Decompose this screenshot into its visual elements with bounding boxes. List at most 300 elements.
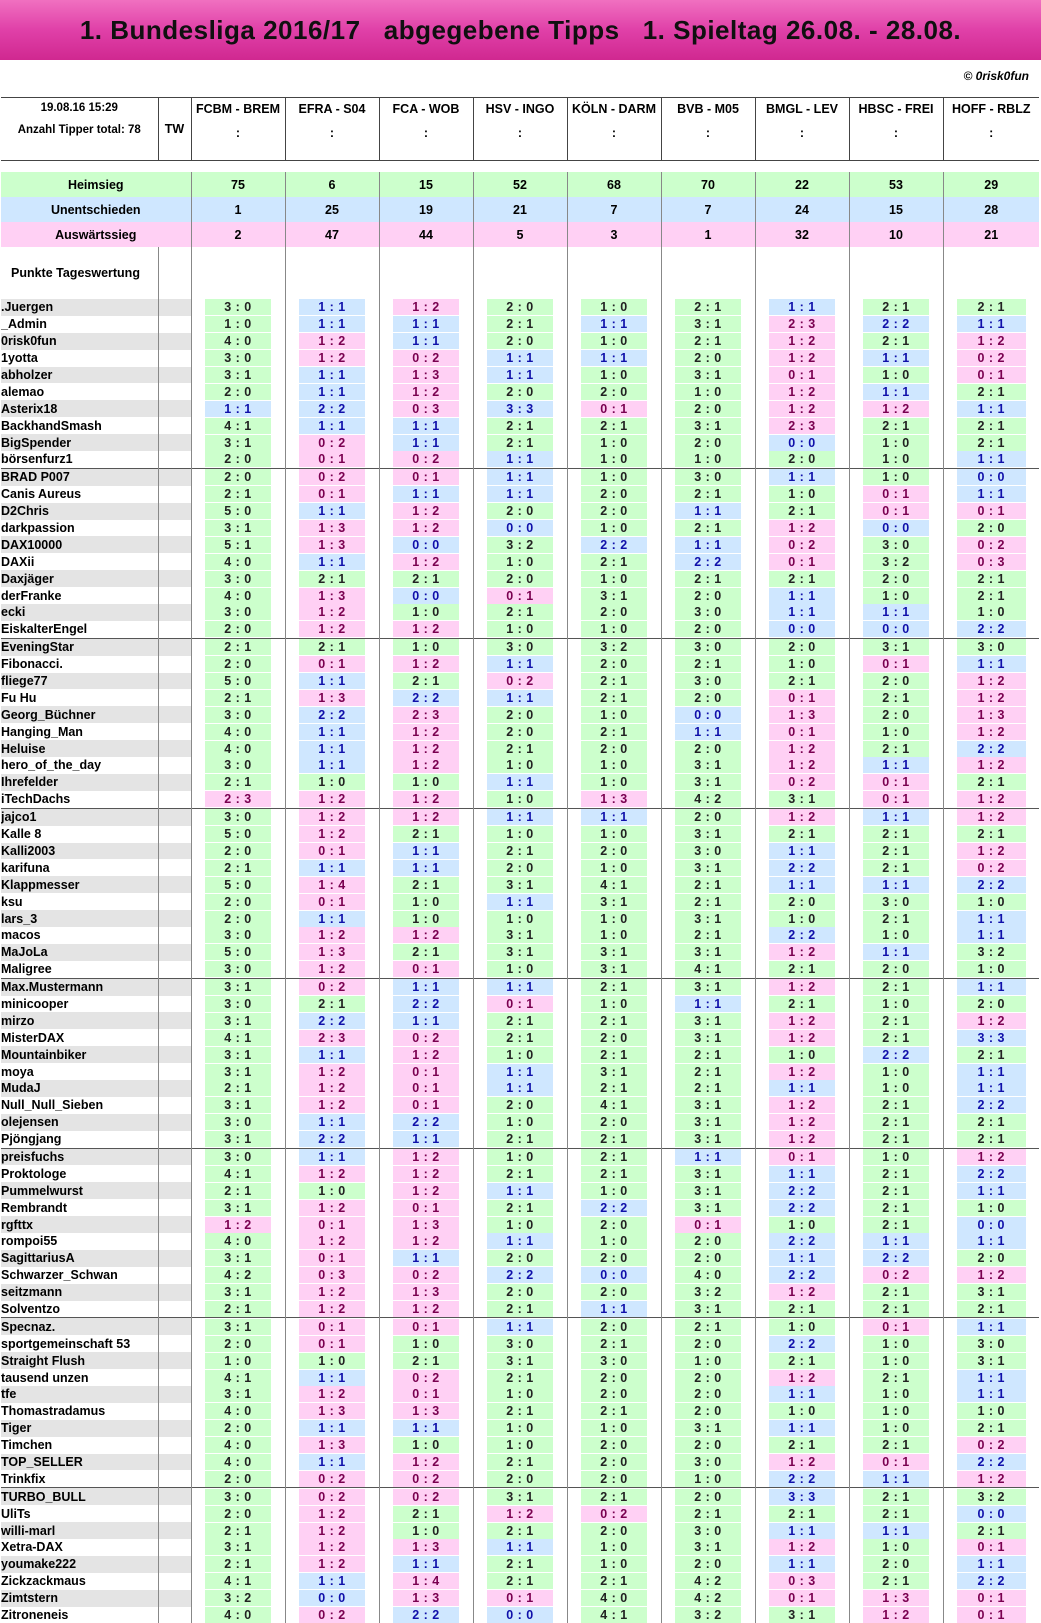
- tip-cell: [379, 299, 473, 316]
- tip-value: 0 : 1: [769, 724, 836, 740]
- tip-cell: [755, 910, 849, 927]
- tip-cell: [191, 791, 285, 808]
- tip-value: 1 : 2: [299, 350, 366, 366]
- tip-value: 2 : 1: [863, 1097, 930, 1113]
- tip-cell: [379, 1607, 473, 1623]
- player-name: Kalli2003: [1, 843, 158, 860]
- tw-cell: [158, 978, 191, 995]
- match-result-placeholder: :: [611, 126, 617, 140]
- match-label: BVB - M05: [677, 102, 739, 116]
- tip-value: 1 : 0: [581, 996, 648, 1012]
- tw-cell: [158, 1012, 191, 1029]
- tip-value: 1 : 2: [299, 333, 366, 349]
- tw-cell: [158, 1522, 191, 1539]
- tw-cell: [158, 486, 191, 503]
- tip-value: 1 : 1: [487, 656, 554, 672]
- player-name: tausend unzen: [1, 1370, 89, 1385]
- tip-value: 3 : 0: [205, 757, 272, 773]
- player-name: Fibonacci.: [1, 657, 63, 672]
- tip-cell: [473, 316, 567, 333]
- tip-cell: [755, 1165, 849, 1182]
- summary-value: 1: [661, 222, 755, 247]
- tip-value: 2 : 0: [581, 604, 648, 620]
- tip-cell: [943, 587, 1039, 604]
- tip-cell: [943, 638, 1039, 655]
- tip-cell: [943, 944, 1039, 961]
- tip-cell: [943, 520, 1039, 537]
- tip-value: 2 : 1: [769, 1353, 836, 1369]
- tip-value: 2 : 1: [205, 690, 272, 706]
- tip-cell: [755, 1250, 849, 1267]
- tip-cell: [379, 536, 473, 553]
- tip-cell: [191, 503, 285, 520]
- tip-value: 2 : 0: [205, 1506, 272, 1522]
- tip-value: 1 : 2: [487, 1506, 554, 1522]
- tip-cell: [567, 1165, 661, 1182]
- tip-value: 1 : 0: [769, 486, 836, 502]
- tip-value: 2 : 0: [487, 707, 554, 723]
- player-row: [1, 520, 1039, 537]
- tip-value: 3 : 1: [205, 1064, 272, 1080]
- tip-cell: [379, 367, 473, 384]
- tip-value: 0 : 1: [393, 1064, 460, 1080]
- tip-value: 2 : 2: [863, 1047, 930, 1063]
- tip-cell: [567, 587, 661, 604]
- tip-value: 1 : 3: [299, 1437, 366, 1453]
- tip-value: 1 : 1: [957, 1183, 1026, 1199]
- tip-value: 1 : 2: [299, 1233, 366, 1249]
- player-name: Thomastradamus: [1, 1404, 106, 1419]
- tip-cell: [473, 1131, 567, 1148]
- tip-cell: [661, 706, 755, 723]
- tip-value: 1 : 0: [581, 1420, 648, 1436]
- tip-cell: [473, 1369, 567, 1386]
- tw-cell: [158, 826, 191, 843]
- page-title: 1. Bundesliga 2016/17 abgegebene Tipps 1. Spieltag 26.08. - 28.08.: [79, 14, 962, 45]
- tw-cell: [158, 451, 191, 468]
- player-row: [1, 706, 1039, 723]
- tip-cell: [473, 1199, 567, 1216]
- tip-value: 2 : 2: [581, 1200, 648, 1216]
- tip-cell: [191, 1335, 285, 1352]
- tip-value: 3 : 1: [487, 944, 554, 960]
- tip-cell: [755, 706, 849, 723]
- player-name: hero_of_the_day: [1, 758, 102, 773]
- tip-value: 1 : 1: [863, 604, 930, 620]
- tip-value: 2 : 1: [487, 1573, 554, 1589]
- tip-value: 1 : 1: [487, 1539, 554, 1555]
- tip-value: 1 : 1: [299, 1454, 366, 1470]
- tip-cell: [285, 1386, 379, 1403]
- tip-value: 2 : 1: [675, 1319, 742, 1335]
- tip-value: 0 : 2: [957, 350, 1026, 366]
- tip-cell: [943, 503, 1039, 520]
- tip-cell: [661, 1607, 755, 1623]
- tip-cell: [849, 621, 943, 638]
- tip-cell: [379, 791, 473, 808]
- tip-cell: [943, 1522, 1039, 1539]
- tip-value: 2 : 1: [863, 1489, 930, 1505]
- tip-cell: [943, 723, 1039, 740]
- tip-cell: [191, 383, 285, 400]
- tip-value: 3 : 1: [675, 1131, 742, 1147]
- tip-cell: [473, 1012, 567, 1029]
- tip-value: 3 : 1: [581, 894, 648, 910]
- tw-cell: [158, 417, 191, 434]
- player-row: [1, 1470, 1039, 1487]
- tip-cell: [379, 944, 473, 961]
- tip-value: 1 : 2: [863, 401, 930, 417]
- player-row: [1, 1386, 1039, 1403]
- tip-cell: [943, 1182, 1039, 1199]
- tip-value: 2 : 1: [393, 571, 460, 587]
- summary-value: 19: [379, 197, 473, 222]
- tip-cell: [379, 486, 473, 503]
- tip-value: 3 : 1: [675, 757, 742, 773]
- summary-value: 70: [661, 172, 755, 197]
- tip-cell: [567, 553, 661, 570]
- tip-cell: [943, 1454, 1039, 1471]
- tip-value: 3 : 1: [205, 1250, 272, 1266]
- player-name: TOP_SELLER: [1, 1454, 158, 1471]
- tw-cell: [158, 1420, 191, 1437]
- tip-value: 1 : 0: [205, 316, 272, 332]
- tip-value: 1 : 1: [581, 809, 648, 825]
- tip-cell: [567, 350, 661, 367]
- player-name: Schwarzer_Schwan: [1, 1268, 118, 1283]
- tip-cell: [755, 621, 849, 638]
- tip-cell: [849, 910, 943, 927]
- tip-value: 1 : 1: [487, 1319, 554, 1335]
- tw-cell: [158, 1148, 191, 1165]
- tip-value: 1 : 1: [393, 418, 460, 434]
- tip-value: 3 : 0: [205, 1489, 272, 1505]
- tip-cell: [191, 927, 285, 944]
- tip-cell: [379, 1352, 473, 1369]
- tip-value: 1 : 0: [487, 1420, 554, 1436]
- tip-value: 3 : 1: [205, 1539, 272, 1555]
- tip-value: 2 : 1: [863, 979, 930, 995]
- summary-value: 28: [943, 197, 1039, 222]
- tip-cell: [943, 367, 1039, 384]
- tip-value: 1 : 1: [863, 384, 930, 400]
- tip-cell: [661, 1233, 755, 1250]
- player-row: [1, 1165, 1039, 1182]
- tip-value: 1 : 2: [299, 1064, 366, 1080]
- tip-value: 0 : 2: [393, 1471, 460, 1487]
- tip-cell: [191, 434, 285, 451]
- tip-value: 2 : 1: [769, 1506, 836, 1522]
- tip-cell: [849, 893, 943, 910]
- tip-value: 2 : 0: [581, 1471, 648, 1487]
- summary-value: 52: [473, 172, 567, 197]
- tip-value: 1 : 2: [769, 979, 836, 995]
- player-name: 1yotta: [1, 351, 38, 366]
- tip-value: 2 : 0: [487, 503, 554, 519]
- tip-cell: [285, 808, 379, 825]
- tip-value: 0 : 2: [299, 1489, 366, 1505]
- tip-cell: [755, 876, 849, 893]
- tip-cell: [191, 486, 285, 503]
- tip-cell: [849, 434, 943, 451]
- tw-cell: [158, 1165, 191, 1182]
- tip-cell: [661, 1556, 755, 1573]
- tip-value: 1 : 2: [393, 1454, 460, 1470]
- match-header-1: [191, 98, 285, 161]
- tip-cell: [943, 570, 1039, 587]
- player-row: [1, 1131, 1039, 1148]
- tip-value: 1 : 1: [393, 333, 460, 349]
- tip-cell: [755, 1386, 849, 1403]
- tip-value: 2 : 0: [675, 621, 742, 637]
- tip-cell: [661, 740, 755, 757]
- tip-value: 2 : 0: [205, 911, 272, 927]
- tip-cell: [473, 1182, 567, 1199]
- tip-cell: [661, 791, 755, 808]
- tip-cell: [661, 1046, 755, 1063]
- tip-value: 1 : 3: [299, 944, 366, 960]
- tip-value: 1 : 1: [299, 299, 366, 315]
- tip-value: 2 : 3: [205, 791, 272, 807]
- tip-cell: [661, 673, 755, 690]
- tip-cell: [379, 689, 473, 706]
- tw-cell: [158, 876, 191, 893]
- tip-value: 1 : 1: [675, 724, 742, 740]
- tip-value: 1 : 3: [581, 791, 648, 807]
- tip-value: 2 : 0: [581, 1217, 648, 1233]
- tip-cell: [191, 1131, 285, 1148]
- player-row: [1, 689, 1039, 706]
- tip-cell: [379, 1590, 473, 1607]
- tip-value: 2 : 1: [205, 1183, 272, 1199]
- tip-value: 1 : 0: [863, 724, 930, 740]
- tip-value: 0 : 0: [957, 469, 1026, 485]
- tip-cell: [849, 689, 943, 706]
- tip-value: 0 : 0: [299, 1590, 366, 1606]
- tip-value: 1 : 1: [581, 1301, 648, 1317]
- tip-cell: [943, 451, 1039, 468]
- tip-cell: [943, 1131, 1039, 1148]
- tip-cell: [755, 1318, 849, 1335]
- tip-cell: [379, 1080, 473, 1097]
- player-name: BRAD P007: [1, 468, 158, 485]
- tip-value: 3 : 0: [957, 639, 1026, 655]
- tip-value: 3 : 1: [863, 639, 930, 655]
- tip-cell: [661, 1352, 755, 1369]
- tip-cell: [379, 1097, 473, 1114]
- tip-cell: [943, 978, 1039, 995]
- tip-value: 2 : 2: [957, 621, 1026, 637]
- tip-cell: [191, 910, 285, 927]
- tip-value: 3 : 0: [205, 809, 272, 825]
- tip-cell: [285, 927, 379, 944]
- player-name: Pummelwurst: [1, 1182, 158, 1199]
- tip-cell: [379, 774, 473, 791]
- tip-cell: [473, 1148, 567, 1165]
- tip-cell: [943, 468, 1039, 485]
- tip-cell: [191, 367, 285, 384]
- tip-cell: [191, 417, 285, 434]
- player-name: jajco1: [1, 808, 158, 825]
- tip-cell: [567, 468, 661, 485]
- tip-cell: [567, 451, 661, 468]
- tip-value: 1 : 2: [299, 791, 366, 807]
- tip-cell: [755, 367, 849, 384]
- player-name: Zimtstern: [1, 1590, 158, 1607]
- tip-cell: [379, 621, 473, 638]
- tip-cell: [285, 910, 379, 927]
- tip-value: 2 : 1: [675, 571, 742, 587]
- tip-value: 2 : 2: [769, 1233, 836, 1249]
- tip-value: 2 : 0: [205, 843, 272, 859]
- tip-cell: [285, 486, 379, 503]
- tw-cell: [158, 1488, 191, 1505]
- tip-cell: [285, 1182, 379, 1199]
- tip-value: 2 : 0: [675, 350, 742, 366]
- tip-cell: [473, 333, 567, 350]
- tip-value: 3 : 0: [675, 1454, 742, 1470]
- tip-value: 2 : 2: [957, 1166, 1026, 1182]
- tip-cell: [943, 843, 1039, 860]
- tip-cell: [191, 1012, 285, 1029]
- tip-cell: [849, 944, 943, 961]
- tip-cell: [285, 1437, 379, 1454]
- tip-value: 1 : 3: [299, 690, 366, 706]
- tip-cell: [473, 808, 567, 825]
- tip-cell: [661, 400, 755, 417]
- tip-value: 1 : 2: [393, 1301, 460, 1317]
- tip-value: 3 : 2: [205, 1590, 272, 1606]
- tip-cell: [285, 1454, 379, 1471]
- tip-cell: [661, 1437, 755, 1454]
- tip-cell: [567, 570, 661, 587]
- tip-cell: [191, 740, 285, 757]
- tip-value: 1 : 2: [393, 927, 460, 943]
- tip-value: 0 : 1: [299, 656, 366, 672]
- tw-cell: [158, 1029, 191, 1046]
- tip-value: 1 : 1: [863, 1523, 930, 1539]
- tip-value: 2 : 0: [769, 451, 836, 467]
- tip-cell: [379, 468, 473, 485]
- tip-value: 0 : 2: [487, 673, 554, 689]
- tip-value: 3 : 1: [205, 520, 272, 536]
- tip-value: 1 : 1: [299, 418, 366, 434]
- player-row: [1, 451, 1039, 468]
- tip-cell: [285, 656, 379, 673]
- tip-value: 1 : 3: [769, 707, 836, 723]
- tip-cell: [473, 367, 567, 384]
- tip-cell: [379, 1522, 473, 1539]
- tip-value: 2 : 1: [957, 1523, 1026, 1539]
- tip-value: 3 : 1: [957, 1284, 1026, 1300]
- tw-cell: [158, 757, 191, 774]
- tip-value: 1 : 1: [675, 1149, 742, 1165]
- tip-cell: [379, 1012, 473, 1029]
- player-name: EiskalterEngel: [1, 622, 88, 637]
- tip-value: 2 : 2: [675, 554, 742, 570]
- tip-value: 1 : 2: [957, 1471, 1026, 1487]
- tip-cell: [567, 1386, 661, 1403]
- tip-value: 3 : 1: [675, 944, 742, 960]
- match-label: KÖLN - DARM: [571, 102, 656, 116]
- tip-cell: [567, 1539, 661, 1556]
- tip-cell: [285, 333, 379, 350]
- tip-cell: [567, 367, 661, 384]
- tip-cell: [567, 656, 661, 673]
- tip-cell: [379, 1301, 473, 1318]
- player-row: [1, 1233, 1039, 1250]
- tip-cell: [661, 689, 755, 706]
- tip-value: 3 : 1: [675, 1183, 742, 1199]
- tip-cell: [661, 961, 755, 978]
- tip-value: 2 : 1: [487, 1166, 554, 1182]
- tip-value: 1 : 2: [957, 1149, 1026, 1165]
- tip-cell: [943, 791, 1039, 808]
- tip-cell: [567, 520, 661, 537]
- tip-cell: [943, 1114, 1039, 1131]
- tip-cell: [755, 689, 849, 706]
- tip-value: 1 : 2: [299, 1386, 366, 1402]
- tip-cell: [943, 961, 1039, 978]
- tip-cell: [943, 1607, 1039, 1623]
- tip-value: 2 : 1: [581, 418, 648, 434]
- tip-cell: [849, 1505, 943, 1522]
- tip-cell: [849, 843, 943, 860]
- tip-cell: [943, 1369, 1039, 1386]
- tip-cell: [285, 723, 379, 740]
- tip-cell: [191, 1165, 285, 1182]
- tw-cell: [158, 570, 191, 587]
- tip-cell: [755, 1199, 849, 1216]
- tip-cell: [285, 604, 379, 621]
- tip-value: 2 : 2: [299, 1131, 366, 1147]
- tw-cell: [158, 1301, 191, 1318]
- tip-cell: [379, 1505, 473, 1522]
- tw-cell: [158, 638, 191, 655]
- tip-value: 2 : 1: [957, 1114, 1026, 1130]
- tip-value: 2 : 1: [675, 299, 742, 315]
- player-row: [1, 1012, 1039, 1029]
- tip-cell: [191, 1522, 285, 1539]
- tip-cell: [755, 656, 849, 673]
- tip-value: 2 : 0: [487, 1097, 554, 1113]
- tip-value: 3 : 1: [205, 1131, 272, 1147]
- tip-cell: [285, 1369, 379, 1386]
- tip-value: 0 : 1: [957, 1539, 1026, 1555]
- tip-cell: [473, 1080, 567, 1097]
- tip-cell: [567, 774, 661, 791]
- tip-value: 0 : 1: [393, 1200, 460, 1216]
- tip-value: 2 : 1: [675, 1064, 742, 1080]
- tip-value: 2 : 0: [581, 656, 648, 672]
- title-banner: [0, 0, 1041, 60]
- tip-cell: [943, 808, 1039, 825]
- tip-value: 1 : 1: [299, 757, 366, 773]
- tip-cell: [661, 1369, 755, 1386]
- tip-value: 1 : 3: [393, 1217, 460, 1233]
- tip-value: 1 : 1: [393, 1556, 460, 1572]
- tip-cell: [473, 1335, 567, 1352]
- tip-value: 2 : 1: [581, 673, 648, 689]
- tip-cell: [473, 1403, 567, 1420]
- tip-cell: [755, 434, 849, 451]
- tip-cell: [379, 417, 473, 434]
- tip-cell: [661, 520, 755, 537]
- tip-value: 1 : 0: [863, 1080, 930, 1096]
- tip-cell: [473, 757, 567, 774]
- player-name: Null_Null_Sieben: [1, 1098, 104, 1113]
- tip-cell: [191, 1488, 285, 1505]
